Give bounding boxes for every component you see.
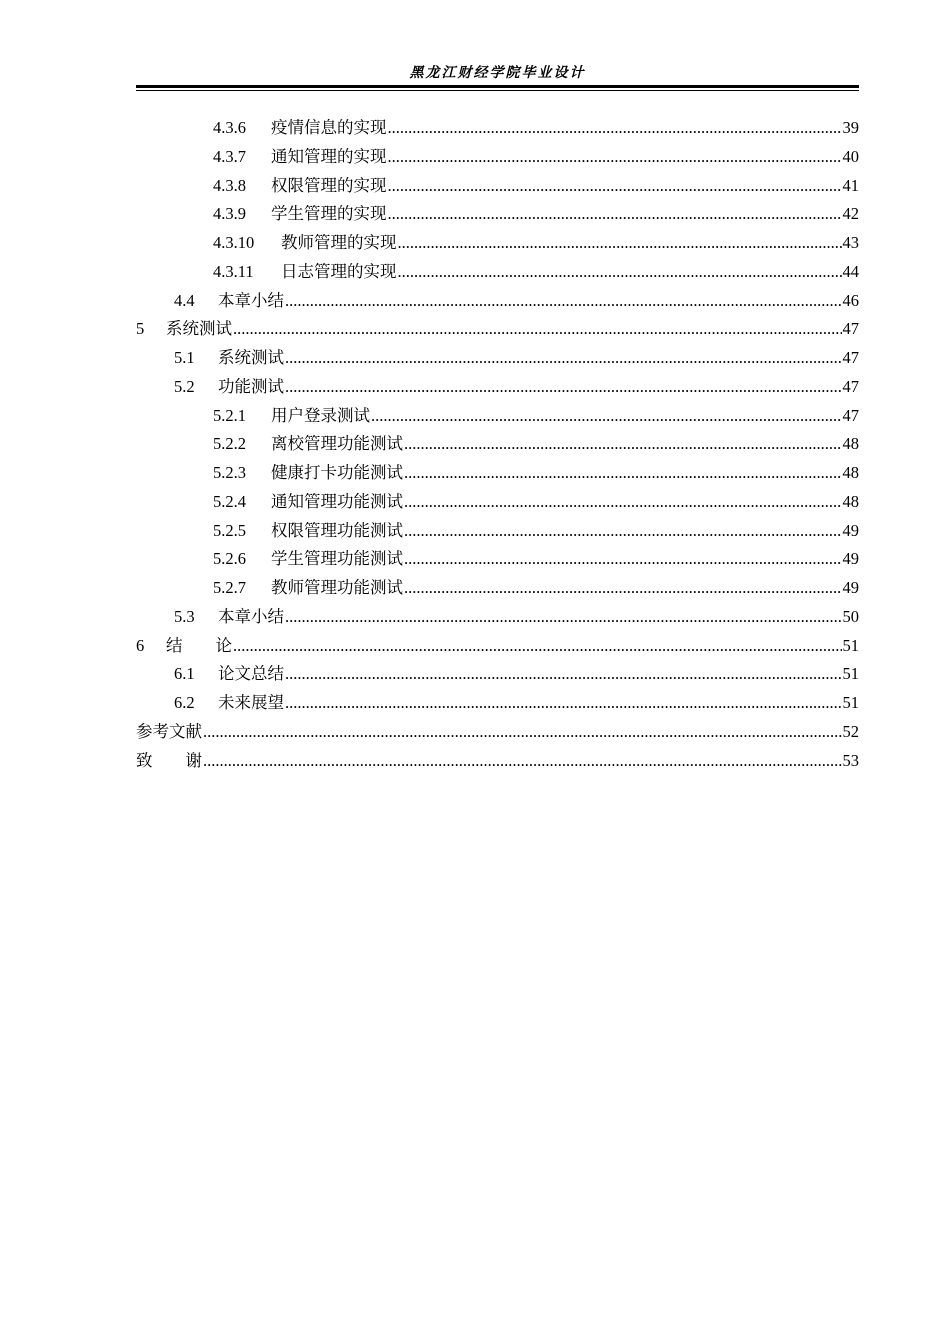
toc-entry-page: 48 <box>842 491 859 511</box>
toc-entry-page: 49 <box>842 549 859 569</box>
toc-entry[interactable] <box>136 718 859 747</box>
toc-entry[interactable] <box>136 315 859 344</box>
toc-dot-leader <box>388 200 842 229</box>
toc-entry-number: 4.3.10 <box>213 233 255 252</box>
toc-entry-page: 47 <box>842 405 859 425</box>
toc-dot-leader <box>285 344 842 373</box>
toc-entry-title: 参考文献 <box>136 721 202 741</box>
toc-entry-title: 致 谢 <box>136 750 202 770</box>
toc-entry[interactable] <box>136 200 859 229</box>
toc-entry-title: 功能测试 <box>218 376 284 396</box>
header-rule-thin <box>136 90 859 91</box>
toc-entry[interactable] <box>136 143 859 172</box>
toc-dot-leader <box>388 172 842 201</box>
toc-entry-number: 4.3.9 <box>213 204 246 224</box>
toc-dot-leader <box>203 718 842 747</box>
toc-entry-page: 47 <box>842 376 859 396</box>
toc-entry-number: 6 <box>136 635 145 655</box>
table-of-contents <box>136 114 859 775</box>
toc-dot-leader <box>285 373 842 402</box>
header-rule-thick <box>136 85 859 88</box>
toc-dot-leader <box>404 430 842 459</box>
toc-entry[interactable] <box>136 172 859 201</box>
toc-entry-title: 学生管理的实现 <box>271 204 387 224</box>
toc-entry-page: 41 <box>842 175 859 195</box>
toc-entry-title: 未来展望 <box>218 693 284 712</box>
toc-entry-title: 本章小结 <box>218 290 284 310</box>
toc-entry-title: 健康打卡功能测试 <box>271 463 403 482</box>
toc-entry[interactable] <box>136 258 859 287</box>
toc-entry-title: 通知管理的实现 <box>271 146 387 166</box>
toc-entry[interactable] <box>136 402 859 431</box>
toc-entry-page: 39 <box>842 118 859 137</box>
toc-dot-leader <box>233 632 842 661</box>
page-header-title: 黑龙江财经学院毕业设计 <box>409 66 586 81</box>
toc-entry[interactable] <box>136 574 859 603</box>
toc-entry-number: 5.2 <box>174 376 195 396</box>
toc-entry[interactable] <box>136 603 859 632</box>
toc-entry-title: 系统测试 <box>218 348 284 367</box>
toc-dot-leader <box>388 143 842 172</box>
toc-entry-page: 51 <box>842 693 859 712</box>
toc-entry-title: 结 论 <box>166 635 232 655</box>
toc-dot-leader <box>233 315 842 344</box>
toc-entry[interactable] <box>136 517 859 546</box>
toc-dot-leader <box>404 488 842 517</box>
toc-dot-leader <box>388 114 842 143</box>
toc-entry-title: 离校管理功能测试 <box>271 434 403 454</box>
toc-entry-page: 49 <box>842 520 859 540</box>
toc-entry-title: 教师管理功能测试 <box>271 578 403 597</box>
toc-entry-page: 44 <box>842 261 859 281</box>
toc-entry[interactable] <box>136 632 859 661</box>
toc-entry-page: 46 <box>842 290 859 310</box>
toc-entry[interactable] <box>136 689 859 718</box>
toc-entry-number: 4.4 <box>174 290 195 310</box>
toc-entry[interactable] <box>136 344 859 373</box>
toc-entry-title: 系统测试 <box>166 319 232 339</box>
toc-dot-leader <box>285 660 842 689</box>
toc-entry-number: 5.2.2 <box>213 434 246 454</box>
toc-entry-title: 用户登录测试 <box>271 405 370 425</box>
toc-entry-number: 4.3.6 <box>213 118 246 137</box>
toc-entry-number: 5.3 <box>174 606 195 626</box>
toc-entry[interactable] <box>136 747 859 776</box>
toc-entry-number: 4.3.8 <box>213 175 246 195</box>
toc-dot-leader <box>404 574 842 603</box>
toc-entry-page: 43 <box>842 233 859 252</box>
toc-entry-page: 51 <box>842 664 859 684</box>
toc-entry-page: 53 <box>842 750 859 770</box>
toc-entry-page: 47 <box>842 319 859 339</box>
toc-entry[interactable] <box>136 430 859 459</box>
toc-entry[interactable] <box>136 114 859 143</box>
toc-entry-page: 49 <box>842 578 859 597</box>
toc-entry[interactable] <box>136 660 859 689</box>
toc-dot-leader <box>371 402 842 431</box>
toc-entry[interactable] <box>136 229 859 258</box>
toc-entry-title: 通知管理功能测试 <box>271 491 403 511</box>
toc-entry-title: 疫情信息的实现 <box>271 118 387 137</box>
toc-entry-title: 教师管理的实现 <box>281 233 397 252</box>
toc-entry-title: 学生管理功能测试 <box>271 549 403 569</box>
toc-entry[interactable] <box>136 287 859 316</box>
toc-dot-leader <box>404 459 842 488</box>
toc-entry-number: 5.2.5 <box>213 520 246 540</box>
toc-dot-leader <box>398 229 842 258</box>
toc-entry-number: 5.2.1 <box>213 405 246 425</box>
toc-entry[interactable] <box>136 545 859 574</box>
toc-entry-number: 5.2.7 <box>213 578 246 597</box>
toc-entry-number: 5.1 <box>174 348 195 367</box>
toc-dot-leader <box>285 287 842 316</box>
toc-dot-leader <box>203 747 842 776</box>
toc-entry-page: 48 <box>842 434 859 454</box>
toc-entry-page: 40 <box>842 146 859 166</box>
toc-entry-page: 47 <box>842 348 859 367</box>
toc-dot-leader <box>285 603 842 632</box>
toc-entry-title: 权限管理功能测试 <box>271 520 403 540</box>
toc-entry-number: 6.2 <box>174 693 195 712</box>
toc-dot-leader <box>285 689 842 718</box>
toc-entry-title: 权限管理的实现 <box>271 175 387 195</box>
toc-entry-number: 4.3.11 <box>213 261 254 281</box>
toc-entry-page: 42 <box>842 204 859 224</box>
toc-dot-leader <box>404 517 842 546</box>
toc-entry[interactable] <box>136 373 859 402</box>
toc-entry[interactable] <box>136 488 859 517</box>
toc-entry-page: 48 <box>842 463 859 482</box>
toc-entry-title: 论文总结 <box>218 664 284 684</box>
toc-entry-number: 5.2.6 <box>213 549 246 569</box>
toc-dot-leader <box>398 258 842 287</box>
toc-entry-page: 52 <box>842 721 859 741</box>
toc-entry-title: 日志管理的实现 <box>281 261 397 281</box>
toc-entry-page: 50 <box>842 606 859 626</box>
toc-entry[interactable] <box>136 459 859 488</box>
toc-entry-number: 4.3.7 <box>213 146 246 166</box>
toc-entry-number: 5 <box>136 319 145 339</box>
toc-dot-leader <box>404 545 842 574</box>
toc-entry-page: 51 <box>842 635 859 655</box>
toc-entry-number: 5.2.3 <box>213 463 246 482</box>
toc-entry-title: 本章小结 <box>218 606 284 626</box>
toc-entry-number: 5.2.4 <box>213 491 246 511</box>
toc-entry-number: 6.1 <box>174 664 195 684</box>
